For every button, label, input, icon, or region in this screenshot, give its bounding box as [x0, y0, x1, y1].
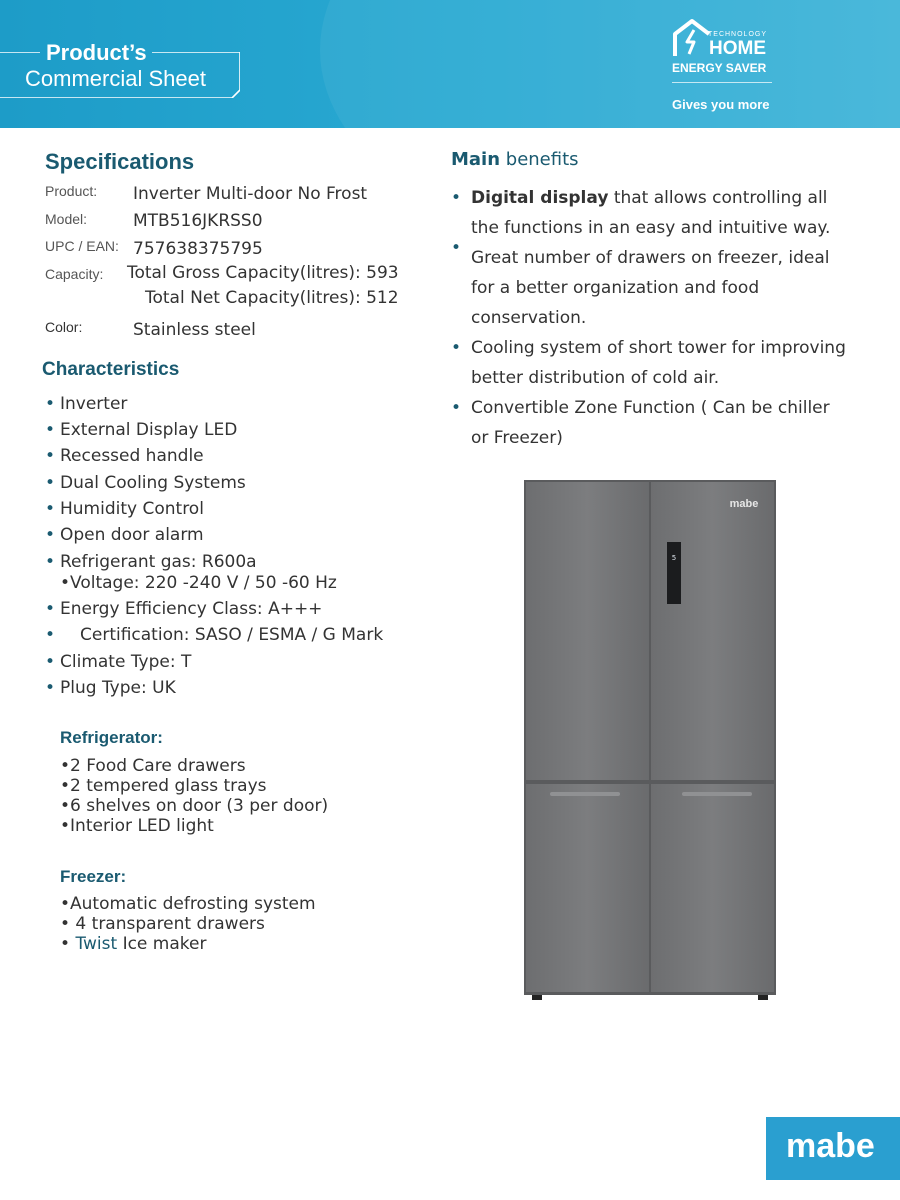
color-value: Stainless steel — [133, 320, 256, 340]
characteristics-heading: Characteristics — [42, 359, 180, 380]
footer-brand-box — [766, 1117, 900, 1180]
benefit-item: • Digital display that allows controlling all the functions in an easy and intuitive way. — [451, 183, 851, 243]
upc-label: UPC / EAN: — [45, 238, 119, 254]
bullet-icon: • — [45, 599, 56, 619]
list-item: •Automatic defrosting system — [60, 894, 316, 914]
color-label: Color: — [45, 319, 83, 335]
list-item: •6 shelves on door (3 per door) — [60, 796, 329, 816]
product-label: Product: — [45, 183, 98, 199]
bullet-icon: • — [451, 188, 462, 208]
bullet-icon: • — [45, 525, 56, 545]
footer-brand-logo: mabe — [786, 1127, 875, 1165]
benefit-item: • Convertible Zone Function ( Can be chiller or Freezer) — [451, 393, 851, 453]
char-item-voltage: •Voltage: 220 -240 V / 50 -60 Hz — [60, 573, 337, 593]
bullet-icon: • — [45, 446, 56, 466]
logo-tagline: Gives you more — [672, 97, 770, 112]
list-item: • 4 transparent drawers — [60, 914, 265, 934]
sheet-title: Product’s — [46, 40, 147, 65]
capacity-gross: Total Gross Capacity(litres): 593 — [127, 263, 399, 283]
bullet-icon: • — [451, 238, 462, 258]
bullet-icon: • — [45, 420, 56, 440]
char-item: • Recessed handle — [45, 446, 204, 466]
freezer-heading: Freezer: — [60, 867, 127, 886]
bullet-icon: • — [45, 652, 56, 672]
header-banner — [0, 0, 900, 128]
char-item: • Certification: SASO / ESMA / G Mark — [45, 625, 384, 645]
refrigerator-heading: Refrigerator: — [60, 728, 163, 747]
char-item: • Dual Cooling Systems — [45, 473, 246, 493]
char-item: • Humidity Control — [45, 499, 204, 519]
char-item: • Climate Type: T — [45, 652, 192, 672]
upc-value: 757638375795 — [133, 239, 263, 259]
model-value: MTB516JKRSS0 — [133, 211, 263, 231]
list-item: •2 Food Care drawers — [60, 756, 246, 776]
char-item: • Open door alarm — [45, 525, 204, 545]
char-item: • Inverter — [45, 394, 128, 414]
bullet-icon: • — [45, 625, 56, 645]
specifications-heading: Specifications — [45, 149, 195, 174]
list-item: •2 tempered glass trays — [60, 776, 267, 796]
benefits-heading: Main benefits — [451, 149, 579, 170]
bullet-icon: • — [45, 394, 56, 414]
bullet-icon: • — [451, 398, 462, 418]
logo-energy-saver-text: ENERGY SAVER — [672, 61, 767, 75]
twist-highlight: Twist — [75, 934, 118, 954]
refrigerator-list — [60, 756, 328, 836]
refrigerator-image — [524, 480, 776, 1000]
fridge-display-digit: 5 — [671, 554, 677, 562]
logo-technology-text: TECHNOLOGY — [708, 31, 768, 38]
capacity-net: Total Net Capacity(litres): 512 — [145, 288, 399, 308]
bullet-icon: • — [451, 338, 462, 358]
sheet-subtitle: Commercial Sheet — [25, 66, 206, 91]
benefit-item: • Cooling system of short tower for improving better distribution of cold air. — [451, 333, 851, 393]
fridge-brand-logo: mabe — [729, 498, 759, 510]
bullet-icon: • — [45, 473, 56, 493]
logo-divider — [672, 82, 772, 83]
bullet-icon: • — [45, 678, 56, 698]
header-decoration — [320, 0, 900, 128]
benefit-item: • Great number of drawers on freezer, ideal for a better organization and food conservation. — [451, 243, 851, 333]
logo-home-text: HOME — [709, 38, 766, 59]
freezer-list — [60, 894, 316, 954]
product-value: Inverter Multi-door No Frost — [133, 184, 368, 204]
bullet-icon: • — [45, 552, 56, 572]
capacity-label: Capacity: — [45, 266, 104, 282]
model-label: Model: — [45, 211, 88, 227]
char-item: • Plug Type: UK — [45, 678, 176, 698]
char-item: • Energy Efficiency Class: A+++ — [45, 599, 323, 619]
char-item: • Refrigerant gas: R600a — [45, 552, 257, 572]
char-item: • External Display LED — [45, 420, 238, 440]
bullet-icon: • — [45, 499, 56, 519]
list-item: •Interior LED light — [60, 816, 214, 836]
list-item: • Twist Ice maker — [60, 934, 207, 954]
home-energy-saver-icon — [672, 18, 712, 58]
